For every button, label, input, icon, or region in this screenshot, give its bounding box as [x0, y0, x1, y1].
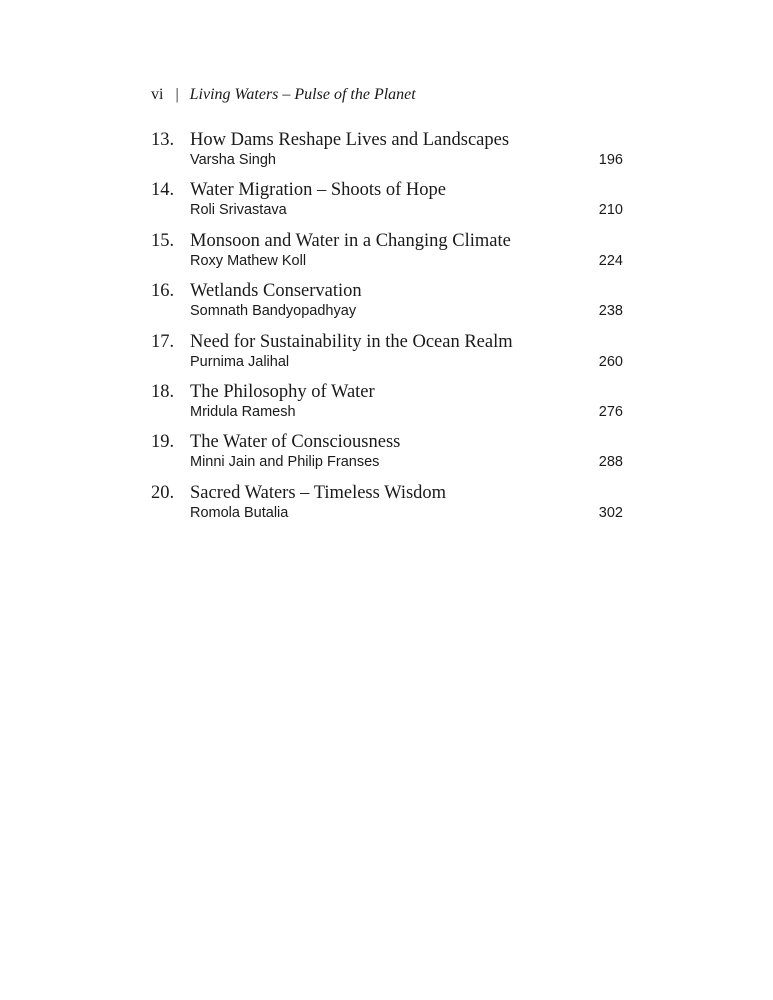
- chapter-title: Sacred Waters – Timeless Wisdom: [190, 482, 447, 503]
- chapter-page-number: 288: [598, 454, 623, 471]
- chapter-page-number: 238: [598, 303, 623, 320]
- chapter-number: 18.: [151, 381, 175, 402]
- chapter-title: Wetlands Conservation: [190, 281, 362, 302]
- toc-entry: [151, 230, 623, 280]
- header-separator: |: [175, 86, 179, 103]
- toc-entry: [151, 331, 623, 381]
- chapter-page-number: 224: [598, 252, 623, 269]
- chapter-number: 14.: [151, 180, 175, 201]
- chapter-title: How Dams Reshape Lives and Landscapes: [190, 130, 510, 150]
- chapter-number: 16.: [151, 281, 175, 302]
- chapter-title: The Philosophy of Water: [190, 381, 375, 402]
- toc-entry: [151, 482, 623, 532]
- chapter-number: 13.: [151, 130, 175, 150]
- chapter-page-number: 276: [598, 403, 623, 420]
- table-of-contents: [151, 129, 623, 532]
- toc-entry: [151, 431, 623, 481]
- chapter-title: The Water of Consciousness: [190, 432, 401, 453]
- page-number: vi: [151, 86, 164, 103]
- chapter-number: 17.: [151, 331, 175, 352]
- chapter-page-number: 210: [598, 202, 623, 219]
- chapter-number: 19.: [151, 432, 175, 453]
- chapter-page-number: 260: [598, 353, 623, 370]
- chapter-author: Mridula Ramesh: [190, 403, 296, 420]
- chapter-page-number: 196: [598, 152, 623, 168]
- toc-entry: [151, 179, 623, 229]
- toc-entry: [151, 381, 623, 431]
- chapter-title: Monsoon and Water in a Changing Climate: [190, 230, 511, 251]
- chapter-author: Minni Jain and Philip Franses: [190, 454, 380, 471]
- chapter-author: Romola Butalia: [190, 504, 289, 521]
- chapter-number: 15.: [151, 230, 175, 251]
- chapter-title: Water Migration – Shoots of Hope: [190, 180, 446, 201]
- chapter-author: Varsha Singh: [190, 152, 276, 168]
- toc-entry: [151, 280, 623, 330]
- chapter-page-number: 302: [598, 504, 623, 521]
- chapter-title: Need for Sustainability in the Ocean Realm: [190, 331, 513, 352]
- chapter-author: Purnima Jalihal: [190, 353, 290, 370]
- chapter-author: Somnath Bandyopadhyay: [190, 303, 357, 320]
- chapter-author: Roxy Mathew Koll: [190, 252, 307, 269]
- chapter-author: Roli Srivastava: [190, 202, 287, 219]
- toc-entry: [151, 129, 623, 179]
- chapter-number: 20.: [151, 482, 175, 503]
- book-title: Living Waters – Pulse of the Planet: [189, 86, 416, 103]
- running-head: [151, 85, 416, 105]
